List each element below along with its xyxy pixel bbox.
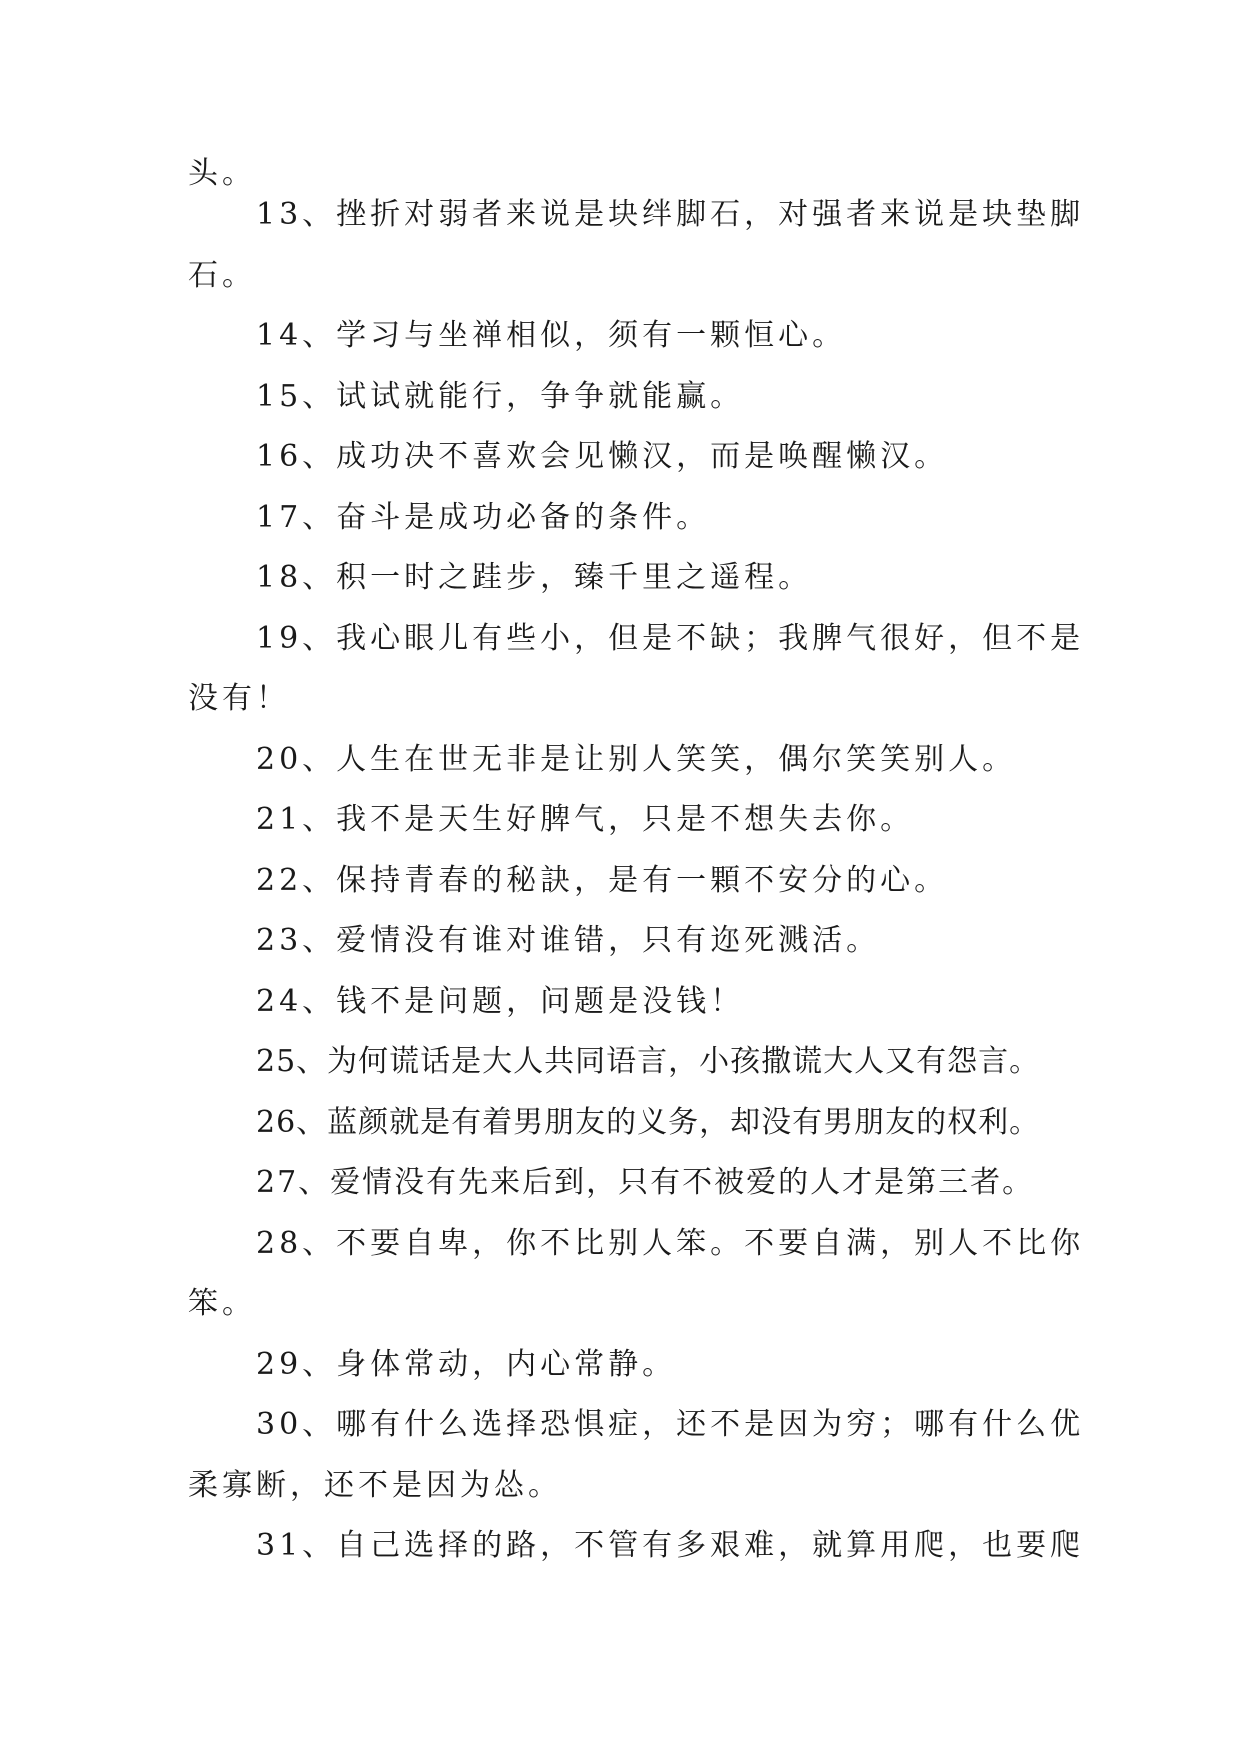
text-line: 石。 xyxy=(188,257,256,293)
text-line: 柔寡断，还不是因为怂。 xyxy=(188,1467,562,1503)
text-line: 17、奋斗是成功必备的条件。 xyxy=(256,499,711,535)
text-line: 头。 xyxy=(188,156,256,191)
text-line: 25、为何谎话是大人共同语言，小孩撒谎大人又有怨言。 xyxy=(256,1044,1041,1079)
text-line: 31、自己选择的路，不管有多艰难，就算用爬，也要爬 xyxy=(256,1528,1085,1563)
text-line: 27、爱情没有先来后到，只有不被爱的人才是第三者。 xyxy=(256,1165,1035,1200)
text-line: 22、保持青春的秘訣，是有一顆不安分的心。 xyxy=(256,862,949,898)
text-line: 笨。 xyxy=(188,1286,256,1321)
text-line: 14、学习与坐禅相似，须有一颗恒心。 xyxy=(256,318,847,353)
document-body xyxy=(188,156,1085,1577)
text-line: 30、哪有什么选择恐惧症，还不是因为穷；哪有什么优 xyxy=(256,1407,1085,1442)
text-line: 23、爱情没有谁对谁错，只有迩死溅活。 xyxy=(256,923,881,958)
text-line: 20、人生在世无非是让别人笑笑，偶尔笑笑别人。 xyxy=(256,741,1017,777)
text-line: 19、我心眼儿有些小，但是不缺；我脾气很好，但不是 xyxy=(256,620,1085,656)
text-line: 24、钱不是问题，问题是没钱！ xyxy=(256,983,745,1019)
text-line: 18、积一时之跬步，臻千里之遥程。 xyxy=(256,560,813,595)
text-line: 21、我不是天生好脾气，只是不想失去你。 xyxy=(256,802,915,837)
text-line: 28、不要自卑，你不比别人笨。不要自满，别人不比你 xyxy=(256,1225,1085,1261)
text-line: 29、身体常动，内心常静。 xyxy=(256,1346,677,1382)
text-line: 没有！ xyxy=(188,681,290,716)
text-line: 16、成功决不喜欢会见懒汉，而是唤醒懒汉。 xyxy=(256,439,949,474)
text-line: 26、蓝颜就是有着男朋友的义务，却没有男朋友的权利。 xyxy=(256,1104,1041,1140)
text-line: 15、试试就能行，争争就能赢。 xyxy=(256,378,745,414)
text-line: 13、挫折对弱者来说是块绊脚石，对强者来说是块垫脚 xyxy=(256,197,1085,232)
